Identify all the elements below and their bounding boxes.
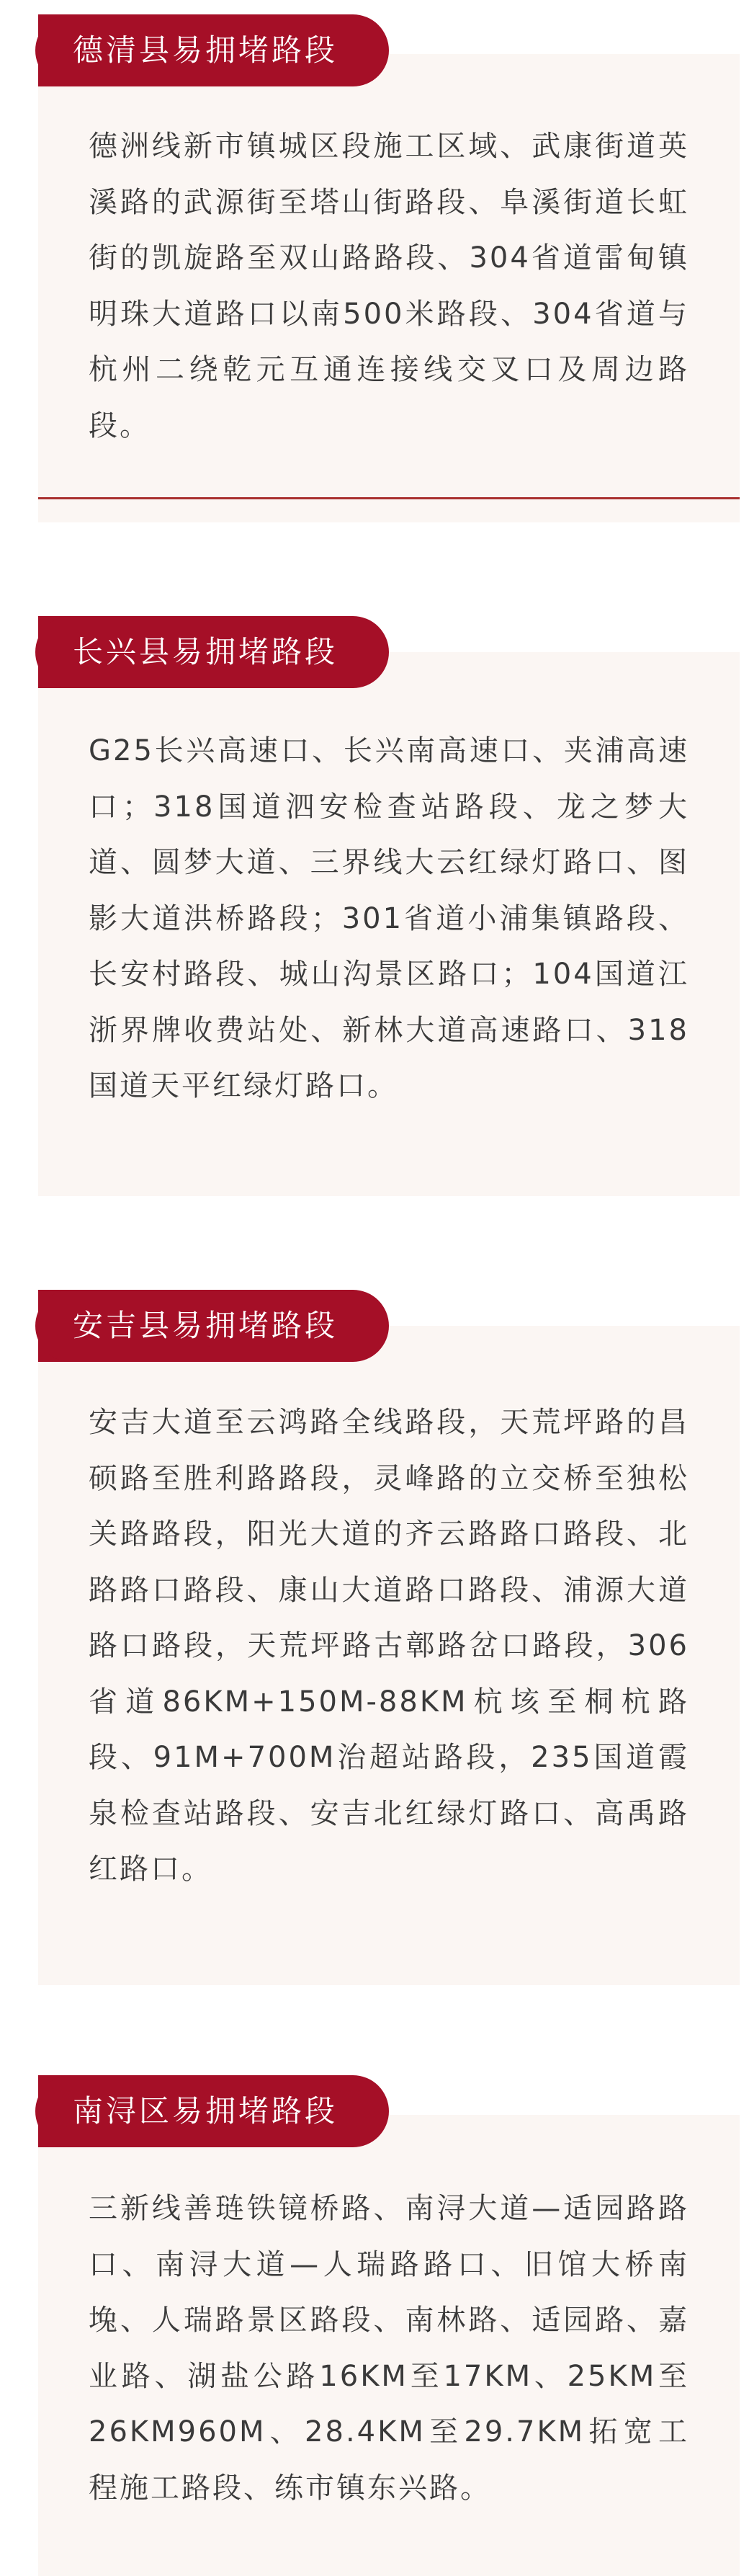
section-divider (38, 497, 740, 499)
section-content: 三新线善琏铁镜桥路、南浔大道—适园路路口、南浔大道—人瑞路路口、旧馆大桥南堍、人瑞路景区路段、南林路、适园路、嘉业路、湖盐公路16KM至17KM、25KM至26KM960M、28.4KM至29.7KM拓宽工程施工路段、练市镇东兴路。 (89, 2192, 689, 2505)
section-title: 德清县易拥堵路段 (73, 32, 338, 68)
section-content: 安吉大道至云鸿路全线路段，天荒坪路的昌硕路至胜利路路段，灵峰路的立交桥至独松关路路段，阳光大道的齐云路路口路段、北路路口路段、康山大道路口路段、浦源大道路口路段，天荒坪路古鄣路岔口路段，306省道86KM+150M-88KM杭垓至桐杭路段、91M+700M治超站路段，235国道霞泉检查站路段、安吉北红绿灯路口、高禹路红路口。 (89, 1406, 689, 1886)
section-title-tag (38, 1290, 389, 1362)
section-content: G25长兴高速口、长兴南高速口、夹浦高速口；318国道泗安检查站路段、龙之梦大道、圆梦大道、三界线大云红绿灯路口、图影大道洪桥路段；301省道小浦集镇路段、长安村路段、城山沟景区路口；104国道江浙界牌收费站处、新林大道高速路口、318国道天平红绿灯路口。 (89, 734, 689, 1102)
section-title-tag (38, 616, 389, 688)
section-title: 长兴县易拥堵路段 (73, 634, 338, 669)
section-title-tag (38, 2075, 389, 2147)
section-content: 德洲线新市镇城区段施工区域、武康街道英溪路的武源街至塔山街路段、阜溪街道长虹街的凯旋路至双山路路段、304省道雷甸镇明珠大道路口以南500米路段、304省道与杭州二绕乾元互通连接线交叉口及周边路段。 (89, 130, 689, 442)
section-title-tag (38, 14, 389, 86)
section-title: 南浔区易拥堵路段 (73, 2093, 338, 2129)
section-title: 安吉县易拥堵路段 (73, 1308, 338, 1343)
